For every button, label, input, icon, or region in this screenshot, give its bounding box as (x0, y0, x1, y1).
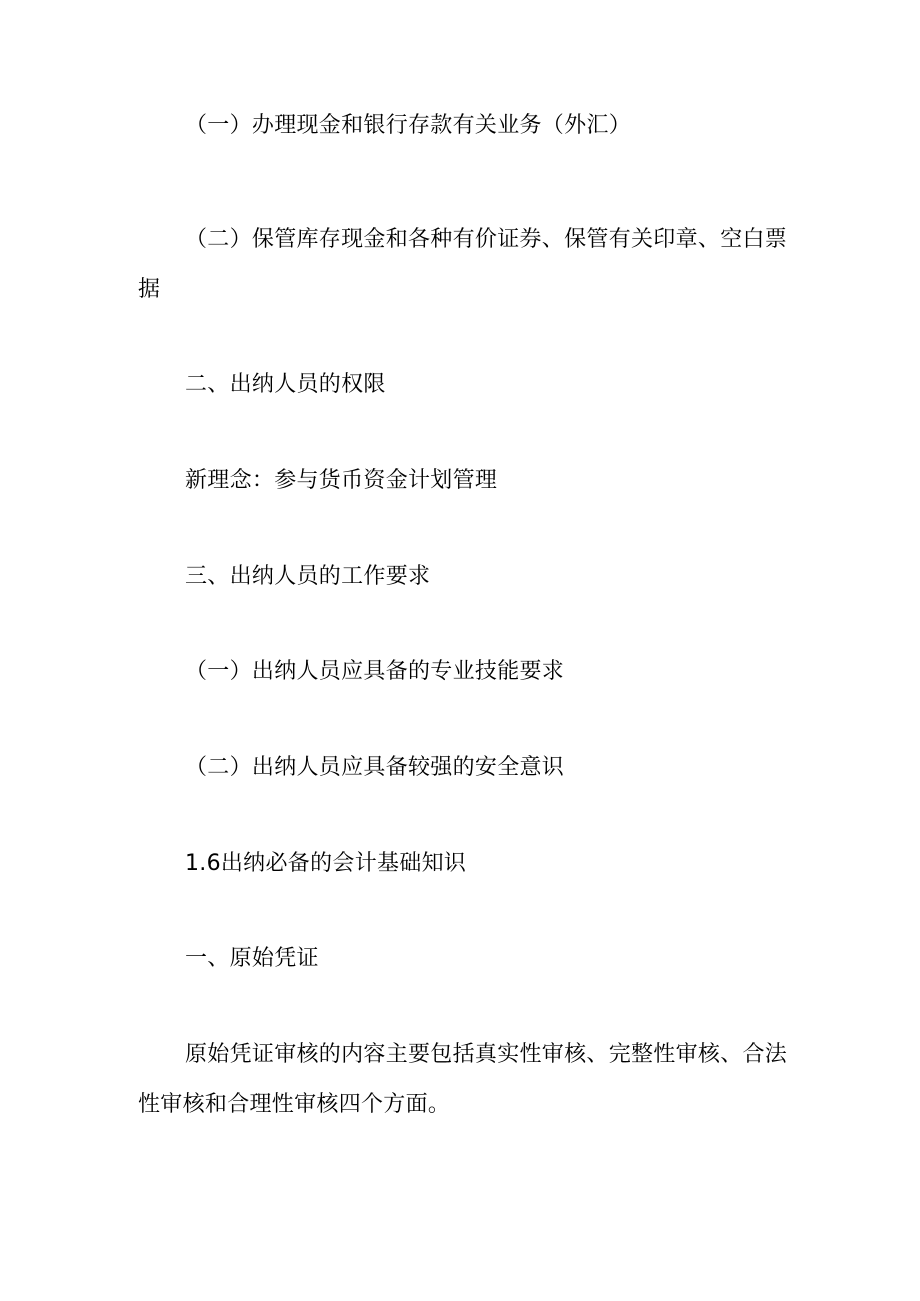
paragraph-professional-skills: （一）出纳人员应具备的专业技能要求 (185, 659, 565, 684)
paragraph-voucher-review: 原始凭证审核的内容主要包括真实性审核、完整性审核、合法性审核和合理性审核四个方面。 (138, 1042, 788, 1117)
heading-original-voucher: 一、原始凭证 (185, 946, 319, 971)
paragraph-handle-cash-bank: （一）办理现金和银行存款有关业务（外汇） (185, 113, 632, 138)
heading-cashier-authority: 二、出纳人员的权限 (185, 372, 386, 397)
heading-section-1-6: 1.6出纳必备的会计基础知识 (185, 851, 467, 876)
paragraph-safety-awareness: （二）出纳人员应具备较强的安全意识 (185, 755, 565, 780)
paragraph-custody-securities: （二）保管库存现金和各种有价证券、保管有关印章、空白票据 (138, 227, 788, 302)
paragraph-new-concept: 新理念：参与货币资金计划管理 (185, 468, 498, 493)
heading-cashier-requirements: 三、出纳人员的工作要求 (185, 564, 431, 589)
